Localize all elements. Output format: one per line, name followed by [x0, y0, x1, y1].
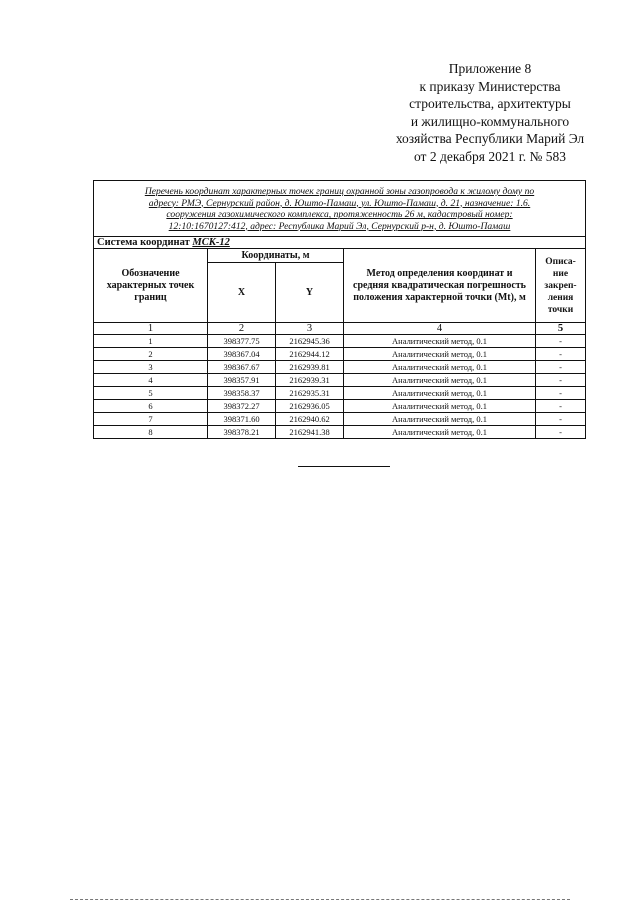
header-point: Обозначение характерных точек границ [94, 249, 208, 323]
header-y: Y [276, 263, 344, 323]
coordinate-system-label: Система координат [97, 237, 190, 248]
coord-y: 2162939.81 [276, 361, 344, 374]
coordinate-system [94, 237, 586, 249]
column-number-row [94, 323, 586, 335]
method: Аналитический метод, 0.1 [344, 361, 536, 374]
coord-y: 2162935.31 [276, 387, 344, 400]
table-row [94, 348, 586, 361]
table-row [94, 426, 586, 439]
header-line: строительства, архитектуры [409, 96, 571, 111]
method: Аналитический метод, 0.1 [344, 426, 536, 439]
end-divider-line [298, 466, 390, 467]
coord-x: 398358.37 [208, 387, 276, 400]
table-row [94, 335, 586, 348]
table-row [94, 387, 586, 400]
column-number: 2 [208, 323, 276, 335]
header-line: и жилищно-коммунального [410, 113, 570, 129]
column-number: 1 [94, 323, 208, 335]
coord-x: 398367.04 [208, 348, 276, 361]
appendix-header [360, 60, 620, 165]
coord-y: 2162945.36 [276, 335, 344, 348]
header-method: Метод определения координат и средняя квадратическая погрешность положения характерной точки (Mt), м [344, 249, 536, 323]
header-description: Описа- ние закреп- ления точки [536, 249, 586, 323]
description: - [536, 400, 586, 413]
column-number: 3 [276, 323, 344, 335]
coord-x: 398371.60 [208, 413, 276, 426]
method: Аналитический метод, 0.1 [344, 387, 536, 400]
caption-line: адресу: РМЭ, Сернурский район, д. Юшто-Памаш, ул. Юшто-Памаш, д. 21, назначение: 1.6. [148, 197, 531, 209]
coord-x: 398357.91 [208, 374, 276, 387]
coord-x: 398372.27 [208, 400, 276, 413]
coord-x: 398378.21 [208, 426, 276, 439]
column-number: 5 [536, 323, 586, 335]
point-number: 1 [94, 335, 208, 348]
point-number: 5 [94, 387, 208, 400]
point-number: 2 [94, 348, 208, 361]
method: Аналитический метод, 0.1 [344, 374, 536, 387]
table-row [94, 413, 586, 426]
point-number: 6 [94, 400, 208, 413]
point-number: 7 [94, 413, 208, 426]
coordinate-system-value: МСК-12 [192, 237, 230, 248]
point-number: 3 [94, 361, 208, 374]
point-number: 4 [94, 374, 208, 387]
header-x: X [208, 263, 276, 323]
description: - [536, 361, 586, 374]
description: - [536, 348, 586, 361]
table-row [94, 361, 586, 374]
header-line: к приказу Министерства [419, 78, 561, 94]
method: Аналитический метод, 0.1 [344, 335, 536, 348]
coord-y: 2162940.62 [276, 413, 344, 426]
header-coordinates: Координаты, м [208, 249, 344, 263]
description: - [536, 413, 586, 426]
caption-line: Перечень координат характерных точек границ охранной зоны газопровода к жилому дому по [144, 186, 535, 197]
table-row [94, 400, 586, 413]
caption-line: 12:10:1670127:412, адрес: Республика Марий Эл, Сернурский р-н, д. Юшто-Памаш [168, 220, 511, 232]
coord-x: 398377.75 [208, 335, 276, 348]
description: - [536, 374, 586, 387]
coord-y: 2162936.05 [276, 400, 344, 413]
caption-line: сооружения газохимического комплекса, протяженность 26 м, кадастровый номер: [166, 209, 513, 220]
method: Аналитический метод, 0.1 [344, 400, 536, 413]
header-line: Приложение 8 [448, 61, 532, 76]
header-line: хозяйства Республики Марий Эл [395, 131, 585, 146]
method: Аналитический метод, 0.1 [344, 348, 536, 361]
scan-artifact-line [70, 899, 570, 900]
coord-y: 2162941.38 [276, 426, 344, 439]
point-number: 8 [94, 426, 208, 439]
description: - [536, 387, 586, 400]
coord-y: 2162944.12 [276, 348, 344, 361]
description: - [536, 335, 586, 348]
table-row [94, 374, 586, 387]
method: Аналитический метод, 0.1 [344, 413, 536, 426]
description: - [536, 426, 586, 439]
coordinates-table [93, 180, 586, 439]
coord-y: 2162939.31 [276, 374, 344, 387]
table-caption [94, 181, 586, 237]
coord-x: 398367.67 [208, 361, 276, 374]
column-number: 4 [344, 323, 536, 335]
header-line: от 2 декабря 2021 г. № 583 [413, 148, 567, 164]
